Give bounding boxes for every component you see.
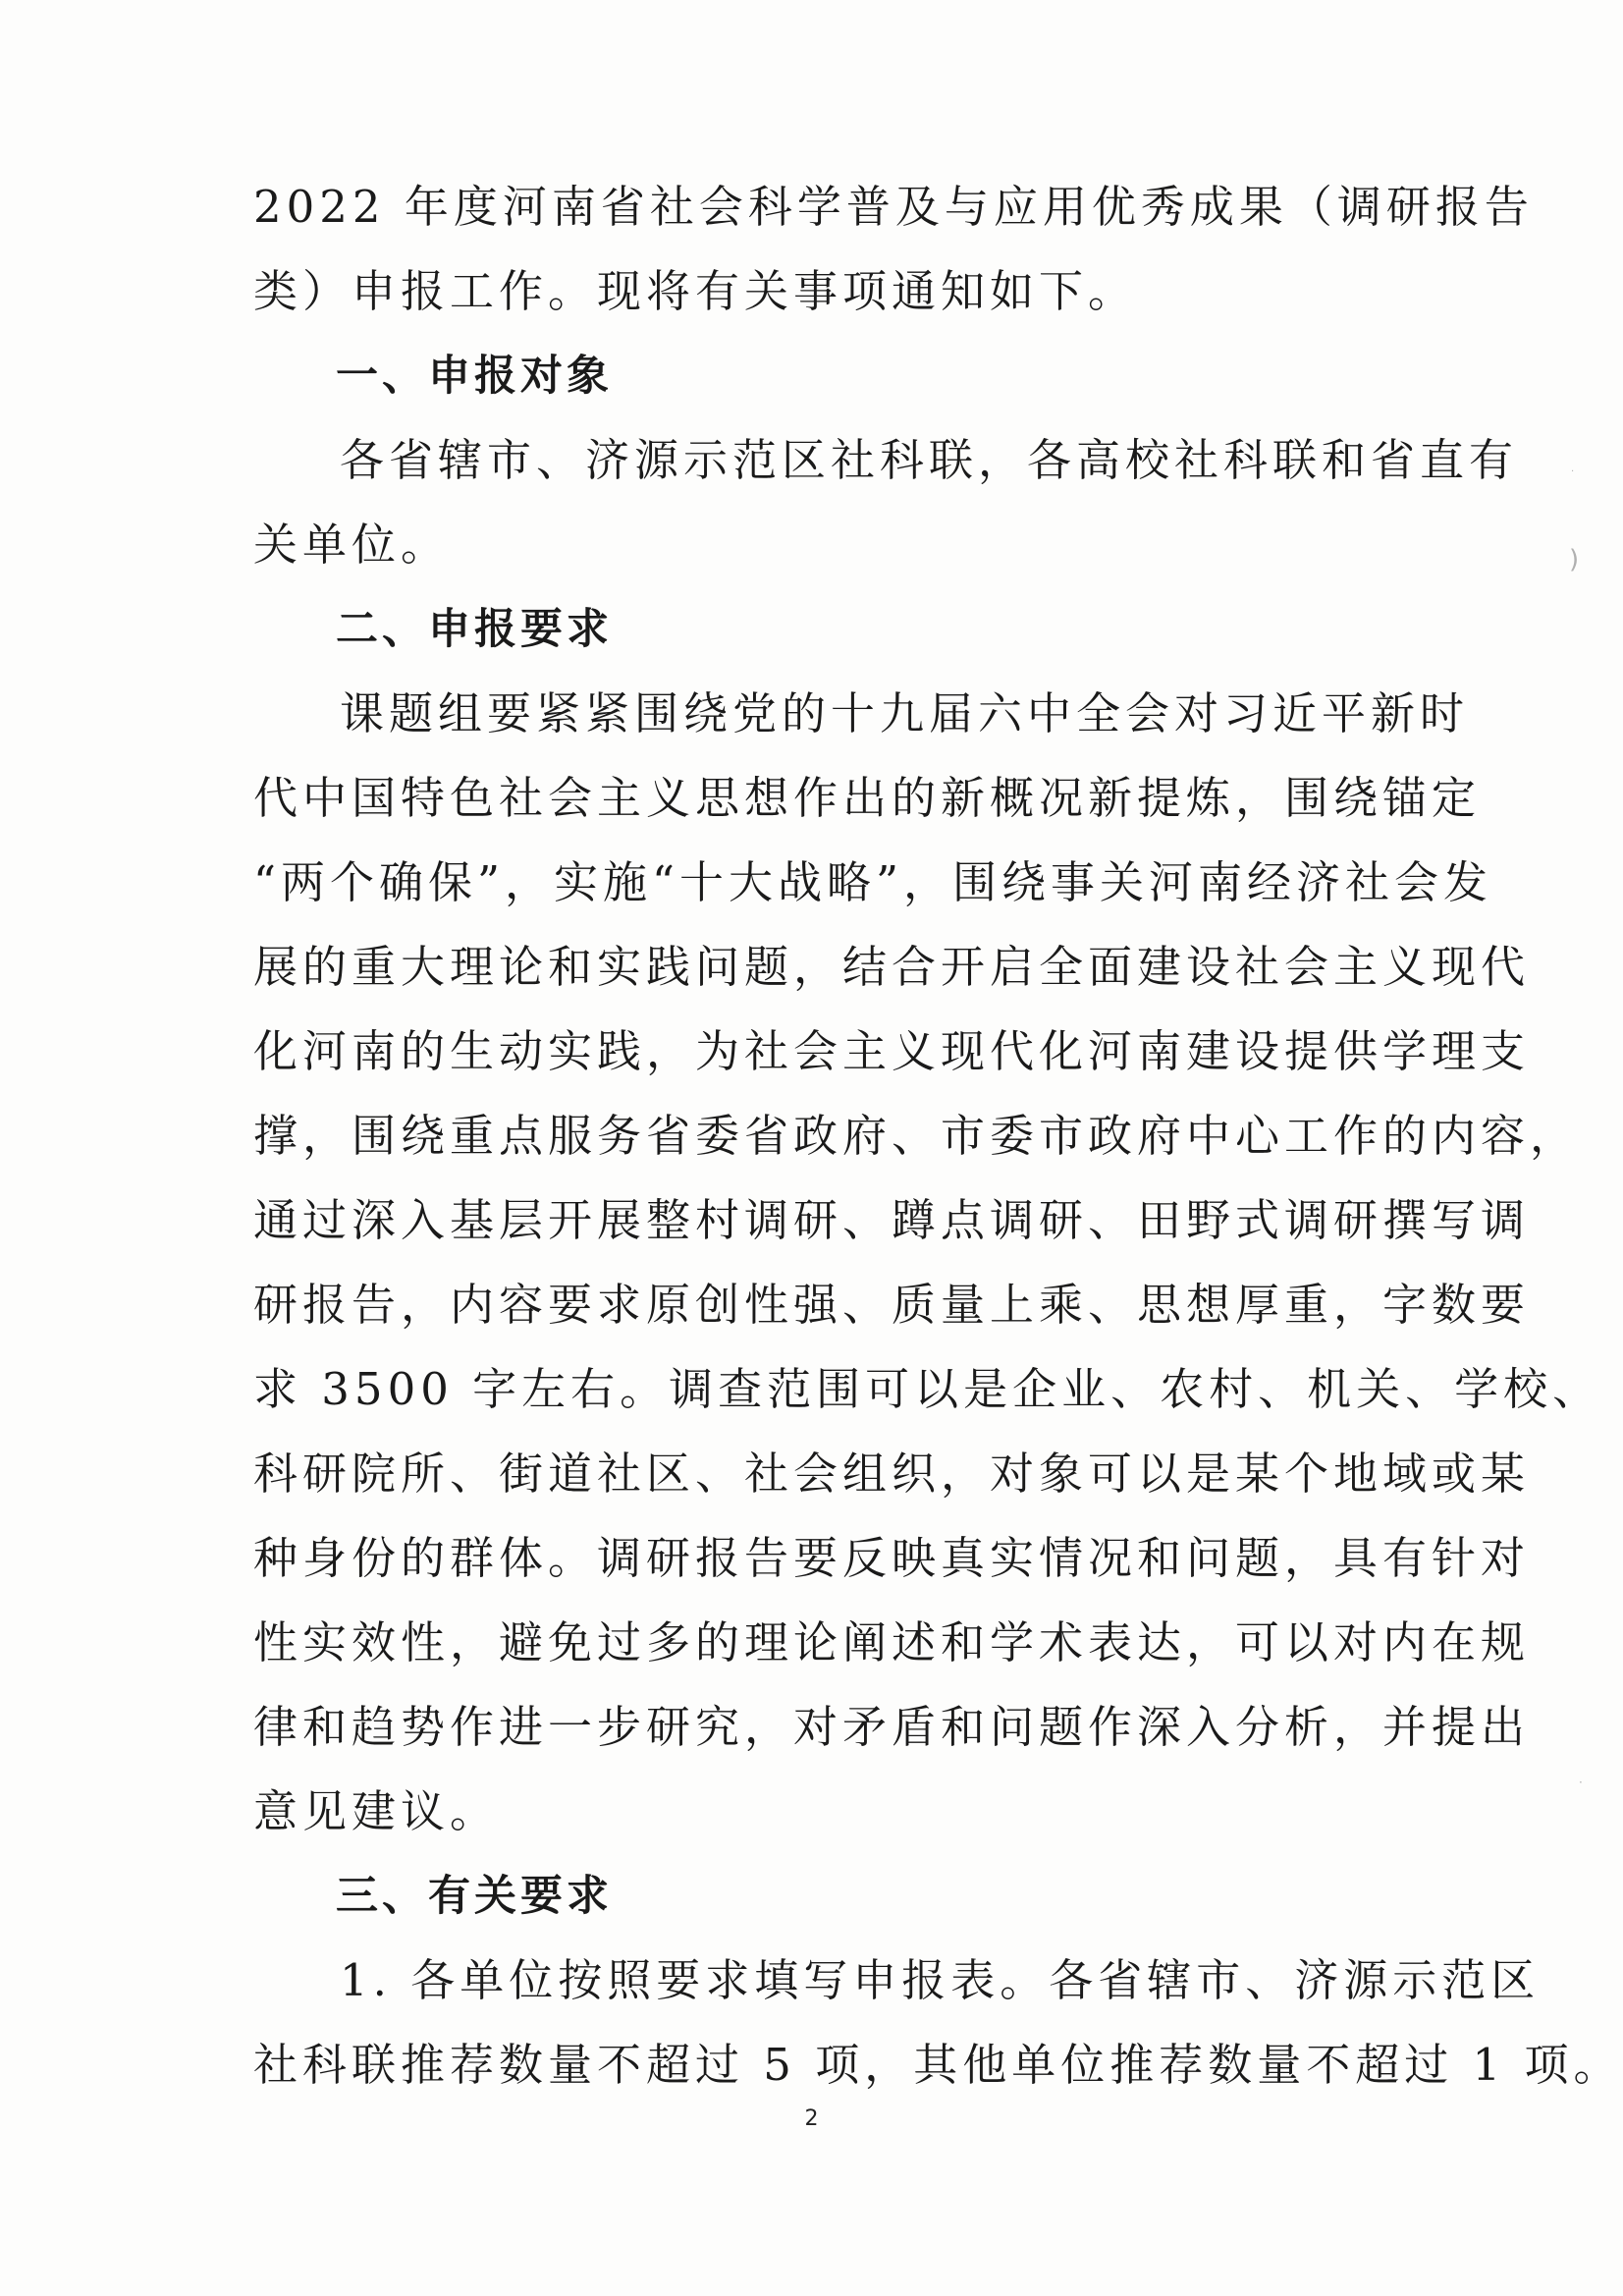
scan-artifact-dot: · xyxy=(1571,466,1575,477)
section2-line-14: 意见建议。 xyxy=(253,1785,500,1837)
section2-line-3: “两个确保”，实施“十大战略”，围绕事关河南经济社会发 xyxy=(253,856,1493,908)
section3-line-1: 1. 各单位按照要求填写申报表。各省辖市、济源示范区 xyxy=(340,1954,1541,2006)
section-heading-1: 一、申报对象 xyxy=(336,352,613,401)
section2-line-10: 科研院所、街道社区、社会组织，对象可以是某个地域或某 xyxy=(253,1448,1531,1500)
section2-line-5: 化河南的生动实践，为社会主义现代化河南建设提供学理支 xyxy=(253,1025,1531,1077)
section2-line-13: 律和趋势作进一步研究，对矛盾和问题作深入分析，并提出 xyxy=(253,1701,1531,1753)
section2-line-9: 求 3500 字左右。调查范围可以是企业、农村、机关、学校、 xyxy=(253,1363,1602,1415)
section2-line-6: 撑，围绕重点服务省委省政府、市委市政府中心工作的内容， xyxy=(253,1110,1580,1162)
section1-line-1: 各省辖市、济源示范区社科联，各高校社科联和省直有 xyxy=(340,434,1519,486)
section3-line-2: 社科联推荐数量不超过 5 项，其他单位推荐数量不超过 1 项。 xyxy=(253,2039,1623,2091)
section2-line-8: 研报告，内容要求原创性强、质量上乘、思想厚重，字数要 xyxy=(253,1279,1531,1331)
section2-line-2: 代中国特色社会主义思想作出的新概况新提炼，围绕锚定 xyxy=(253,772,1482,824)
document-body xyxy=(253,165,1623,2107)
scan-artifact-dot: · xyxy=(1579,1776,1583,1789)
scan-artifact-mark: ) xyxy=(1569,545,1580,574)
section2-line-7: 通过深入基层开展整村调研、蹲点调研、田野式调研撰写调 xyxy=(253,1194,1531,1246)
section2-line-4: 展的重大理论和实践问题，结合开启全面建设社会主义现代 xyxy=(253,941,1531,993)
page-number: 2 xyxy=(804,2106,819,2131)
section2-line-11: 种身份的群体。调研报告要反映真实情况和问题，具有针对 xyxy=(253,1532,1531,1584)
section-heading-2: 二、申报要求 xyxy=(336,605,613,654)
section2-line-1: 课题组要紧紧围绕党的十九届六中全会对习近平新时 xyxy=(340,687,1470,739)
intro-line-2: 类）申报工作。现将有关事项通知如下。 xyxy=(253,265,1138,317)
section-heading-3: 三、有关要求 xyxy=(336,1872,613,1921)
intro-line-1: 2022 年度河南省社会科学普及与应用优秀成果（调研报告 xyxy=(253,181,1534,233)
section2-line-12: 性实效性，避免过多的理论阐述和学术表达，可以对内在规 xyxy=(253,1616,1531,1668)
section1-line-2: 关单位。 xyxy=(253,519,451,571)
